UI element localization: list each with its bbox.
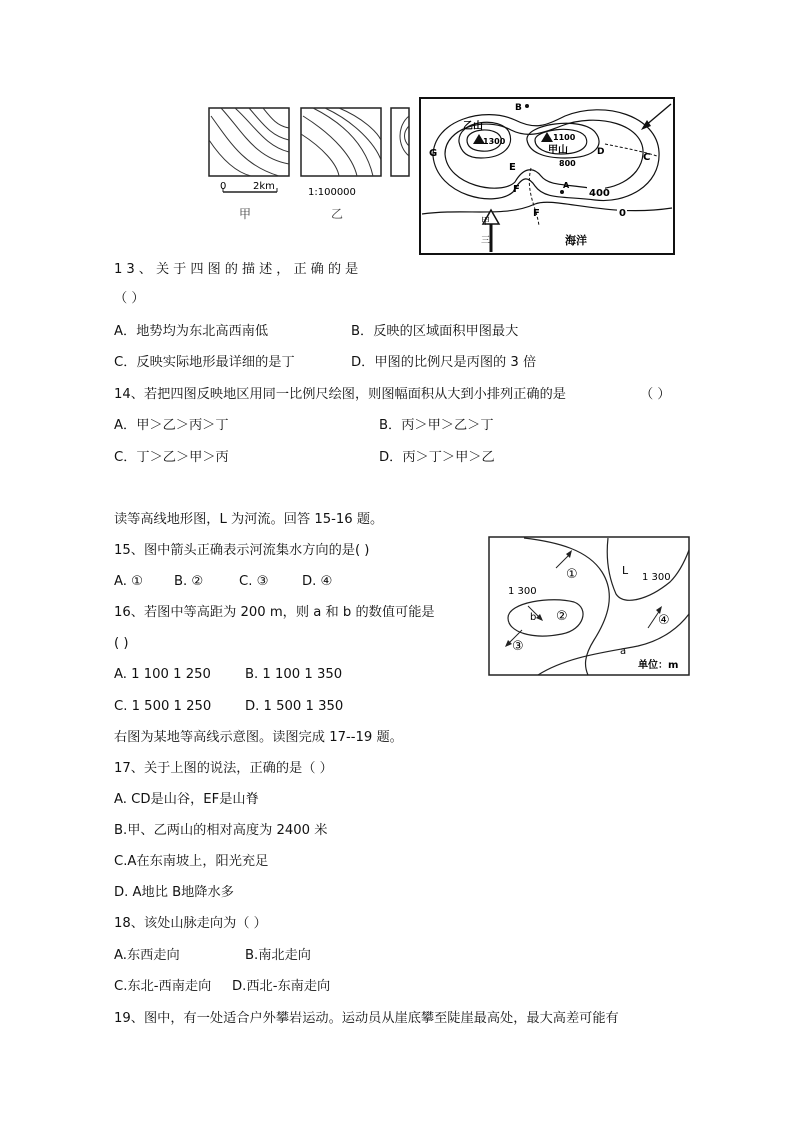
q17-option-d: D. A地比 B地降水多 (114, 885, 234, 900)
map-jia (209, 108, 289, 221)
map-bing-partial (391, 108, 409, 176)
label-contour-0: 0 (619, 208, 626, 219)
intro-15-16: 读等高线地形图，L 为河流。回答 15-16 题。 (114, 512, 384, 527)
q13-stem: 13、关于四图的描述，正确的是 (114, 262, 363, 277)
label-pt-F: F (513, 184, 520, 195)
q19-stem: 19、图中，有一处适合户外攀岩运动。运动员从崖底攀至陡崖最高处，最大高差可能有 (114, 1011, 619, 1026)
label-1300-right: 1 300 (642, 572, 671, 583)
label-circle-2: ② (556, 609, 568, 624)
q15-option-c: C. ③ (239, 574, 269, 589)
label-pt-G: G (429, 148, 438, 159)
q14-option-a: A．甲＞乙＞丙＞丁 (114, 418, 229, 433)
yi-caption: 乙 (331, 207, 344, 221)
q13-option-b: B．反映的区域面积甲图最大 (351, 324, 519, 339)
q18-option-d: D.西北-东南走向 (232, 979, 331, 994)
label-map-bl2: 三 (481, 236, 491, 246)
q17-option-c: C.A在东南坡上，阳光充足 (114, 854, 269, 869)
label-a: a (620, 646, 627, 657)
label-pt-A: A (563, 181, 570, 190)
map-coastal-mountains (420, 98, 674, 254)
q14-stem: 14、若把四图反映地区用同一比例尺绘图，则图幅面积从大到小排列正确的是 (114, 387, 566, 402)
q16-stem: 16、若图中等高距为 200 m，则 a 和 b 的数值可能是 (114, 605, 435, 620)
label-circle-1: ① (566, 567, 578, 582)
jia-scale-zero: 0 (220, 181, 227, 192)
figure-river-contours (488, 536, 690, 676)
label-pt-F2: F (533, 208, 540, 219)
q15-stem: 15、图中箭头正确表示河流集水方向的是( ) (114, 543, 370, 558)
label-map-bl1: 甲 (481, 217, 491, 227)
label-unit: 单位：m (638, 660, 679, 671)
q13-option-a: A．地势均为东北高西南低 (114, 324, 269, 339)
yi-scale-label: 1:100000 (308, 187, 356, 198)
label-L: L (622, 564, 629, 577)
label-sea: 海洋 (565, 234, 587, 247)
label-circle-3: ③ (512, 639, 524, 654)
q15-option-d: D. ④ (302, 574, 333, 589)
q13-option-d: D．甲图的比例尺是丙图的 3 倍 (351, 355, 537, 370)
label-peak-yi-value: 1300 (483, 137, 506, 146)
label-pt-C: C (643, 152, 651, 163)
label-peak-jia-value: 1100 (553, 133, 576, 142)
label-peak-yi: 乙山 (463, 121, 483, 132)
intro-17-19: 右图为某地等高线示意图。读图完成 17--19 题。 (114, 730, 403, 745)
q13-paren: （ ） (114, 291, 145, 306)
label-contour-400: 400 (589, 188, 610, 199)
label-pt-E: E (509, 162, 516, 173)
q14-option-b: B．丙＞甲＞乙＞丁 (379, 418, 494, 433)
q15-option-a: A. ① (114, 574, 143, 589)
q14-option-d: D．丙＞丁＞甲＞乙 (379, 450, 495, 465)
label-1300-left: 1 300 (508, 586, 537, 597)
q18-option-b: B.南北走向 (245, 948, 311, 963)
q14-paren: （ ） (640, 387, 671, 402)
label-pt-D: D (597, 147, 605, 157)
jia-scale-label: 2km (253, 181, 275, 192)
q18-option-c: C.东北-西南走向 (114, 979, 212, 994)
q13-option-c: C．反映实际地形最详细的是丁 (114, 355, 295, 370)
q18-option-a: A.东西走向 (114, 948, 180, 963)
q16-option-d: D. 1 500 1 350 (245, 699, 344, 714)
q16-option-c: C. 1 500 1 250 (114, 699, 212, 714)
label-b: b (530, 612, 537, 623)
q16-paren: ( ) (114, 636, 129, 651)
q14-option-c: C．丁＞乙＞甲＞丙 (114, 450, 229, 465)
map-yi (301, 108, 381, 221)
q18-stem: 18、该处山脉走向为（ ） (114, 916, 267, 931)
q16-option-b: B. 1 100 1 350 (245, 667, 343, 682)
q17-option-b: B.甲、乙两山的相对高度为 2400 米 (114, 823, 328, 838)
label-circle-4: ④ (658, 613, 670, 628)
q16-option-a: A. 1 100 1 250 (114, 667, 211, 682)
q17-option-a: A. CD是山谷，EF是山脊 (114, 792, 259, 807)
label-contour-800: 800 (559, 159, 576, 168)
jia-caption: 甲 (239, 207, 252, 221)
label-peak-jia: 甲山 (548, 145, 568, 156)
label-pt-B: B (515, 103, 522, 113)
q17-stem: 17、关于上图的说法，正确的是（ ） (114, 761, 333, 776)
figure-four-maps (205, 96, 685, 256)
q15-option-b: B. ② (174, 574, 204, 589)
